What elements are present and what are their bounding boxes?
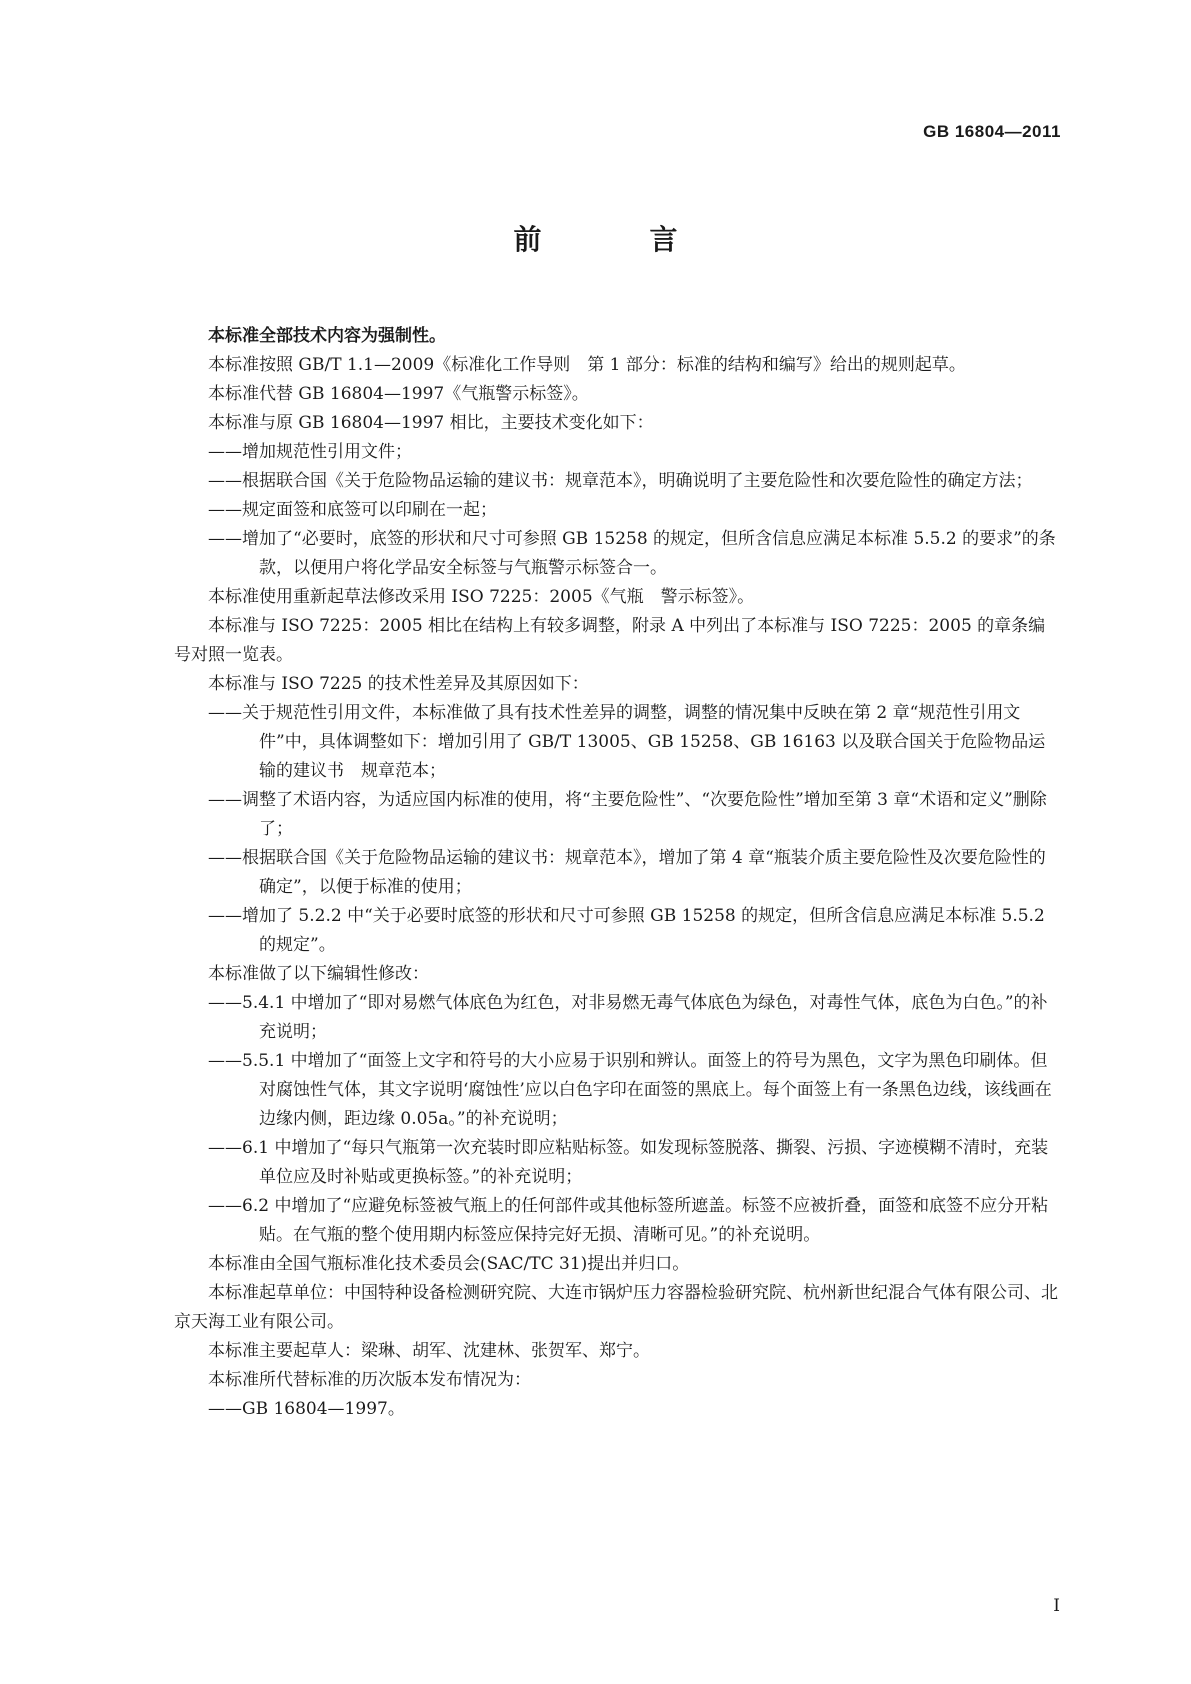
dash-list-item-text: ——5.4.1 中增加了“即对易燃气体底色为红色，对非易燃无毒气体底色为绿色，对毒性气体，底色为白色。”的补充说明； bbox=[208, 993, 1048, 1042]
dash-list-item bbox=[174, 1134, 1062, 1192]
dash-list-item bbox=[174, 989, 1062, 1047]
dash-list-item-text: ——关于规范性引用文件，本标准做了具有技术性差异的调整，调整的情况集中反映在第 2 章“规范性引用文件”中，具体调整如下：增加引用了 GB/T 13005、GB 15258、GB 16163 以及联合国关于危险物品运输的建议书 规章范本； bbox=[208, 703, 1046, 781]
paragraph: 本标准与 ISO 7225 的技术性差异及其原因如下： bbox=[208, 674, 589, 694]
dash-list-item-text: ——5.5.1 中增加了“面签上文字和符号的大小应易于识别和辨认。面签上的符号为黑色，文字为黑色印刷体。但对腐蚀性气体，其文字说明‘腐蚀性’应以白色字印在面签的黑底上。每个面签上有一条黑色边线，该线画在边缘内侧，距边缘 0.05a。”的补充说明； bbox=[208, 1051, 1052, 1129]
paragraph: 本标准代替 GB 16804—1997《气瓶警示标签》。 bbox=[208, 384, 589, 404]
dash-list-item bbox=[174, 1395, 1062, 1424]
paragraph: 本标准由全国气瓶标准化技术委员会(SAC/TC 31)提出并归口。 bbox=[208, 1254, 690, 1274]
dash-list-item-text: ——增加规范性引用文件； bbox=[208, 442, 412, 462]
foreword-body bbox=[174, 322, 1062, 1424]
dash-list-item-text: ——根据联合国《关于危险物品运输的建议书：规章范本》，明确说明了主要危险性和次要危险性的确定方法； bbox=[208, 471, 1033, 491]
dash-list-item bbox=[174, 467, 1062, 496]
dash-list-item-text: ——根据联合国《关于危险物品运输的建议书：规章范本》，增加了第 4 章“瓶装介质主要危险性及次要危险性的确定”，以便于标准的使用； bbox=[208, 848, 1046, 897]
dash-list-item bbox=[174, 438, 1062, 467]
paragraph: 本标准与 ISO 7225：2005 相比在结构上有较多调整，附录 A 中列出了本标准与 ISO 7225：2005 的章条编号对照一览表。 bbox=[174, 616, 1046, 665]
paragraph: 本标准与原 GB 16804—1997 相比，主要技术变化如下： bbox=[208, 413, 654, 433]
dash-list-item-text: ——6.1 中增加了“每只气瓶第一次充装时即应粘贴标签。如发现标签脱落、撕裂、污损、字迹模糊不清时，充装单位应及时补贴或更换标签。”的补充说明； bbox=[208, 1138, 1049, 1187]
dash-list-item-text: ——增加了“必要时，底签的形状和尺寸可参照 GB 15258 的规定，但所含信息应满足本标准 5.5.2 的要求”的条款，以便用户将化学品安全标签与气瓶警示标签合一。 bbox=[208, 529, 1056, 578]
dash-list-item bbox=[174, 699, 1062, 786]
page-title: 前 言 bbox=[513, 223, 718, 256]
paragraph: 本标准起草单位：中国特种设备检测研究院、大连市锅炉压力容器检验研究院、杭州新世纪混合气体有限公司、北京天海工业有限公司。 bbox=[174, 1283, 1058, 1332]
dash-list-item-text: ——调整了术语内容，为适应国内标准的使用，将“主要危险性”、“次要危险性”增加至第 3 章“术语和定义”删除了； bbox=[208, 790, 1047, 839]
dash-list-item bbox=[174, 1192, 1062, 1250]
paragraph: 本标准按照 GB/T 1.1—2009《标准化工作导则 第 1 部分：标准的结构和编写》给出的规则起草。 bbox=[208, 355, 966, 375]
dash-list-item bbox=[174, 844, 1062, 902]
dash-list-item bbox=[174, 786, 1062, 844]
dash-list-item bbox=[174, 902, 1062, 960]
paragraph: 本标准主要起草人：梁琳、胡军、沈建林、张贺军、郑宁。 bbox=[208, 1341, 650, 1361]
dash-list-item bbox=[174, 496, 1062, 525]
paragraph: 本标准所代替标准的历次版本发布情况为： bbox=[208, 1370, 531, 1390]
dash-list-item bbox=[174, 525, 1062, 583]
dash-list-item-text: ——增加了 5.2.2 中“关于必要时底签的形状和尺寸可参照 GB 15258 的规定，但所含信息应满足本标准 5.5.2 的规定”。 bbox=[208, 906, 1045, 955]
paragraph: 本标准使用重新起草法修改采用 ISO 7225：2005《气瓶 警示标签》。 bbox=[208, 587, 755, 607]
paragraph: 本标准做了以下编辑性修改： bbox=[208, 964, 429, 984]
dash-list-item-text: ——6.2 中增加了“应避免标签被气瓶上的任何部件或其他标签所遮盖。标签不应被折叠，面签和底签不应分开粘贴。在气瓶的整个使用期内标签应保持完好无损、清晰可见。”的补充说明。 bbox=[208, 1196, 1049, 1245]
page-number: I bbox=[1053, 1596, 1060, 1616]
dash-list-item bbox=[174, 1047, 1062, 1134]
standard-code: GB 16804—2011 bbox=[923, 122, 1061, 141]
mandatory-statement: 本标准全部技术内容为强制性。 bbox=[208, 326, 446, 346]
dash-list-item-text: ——规定面签和底签可以印刷在一起； bbox=[208, 500, 497, 520]
dash-list-item-text: ——GB 16804—1997。 bbox=[208, 1399, 405, 1419]
